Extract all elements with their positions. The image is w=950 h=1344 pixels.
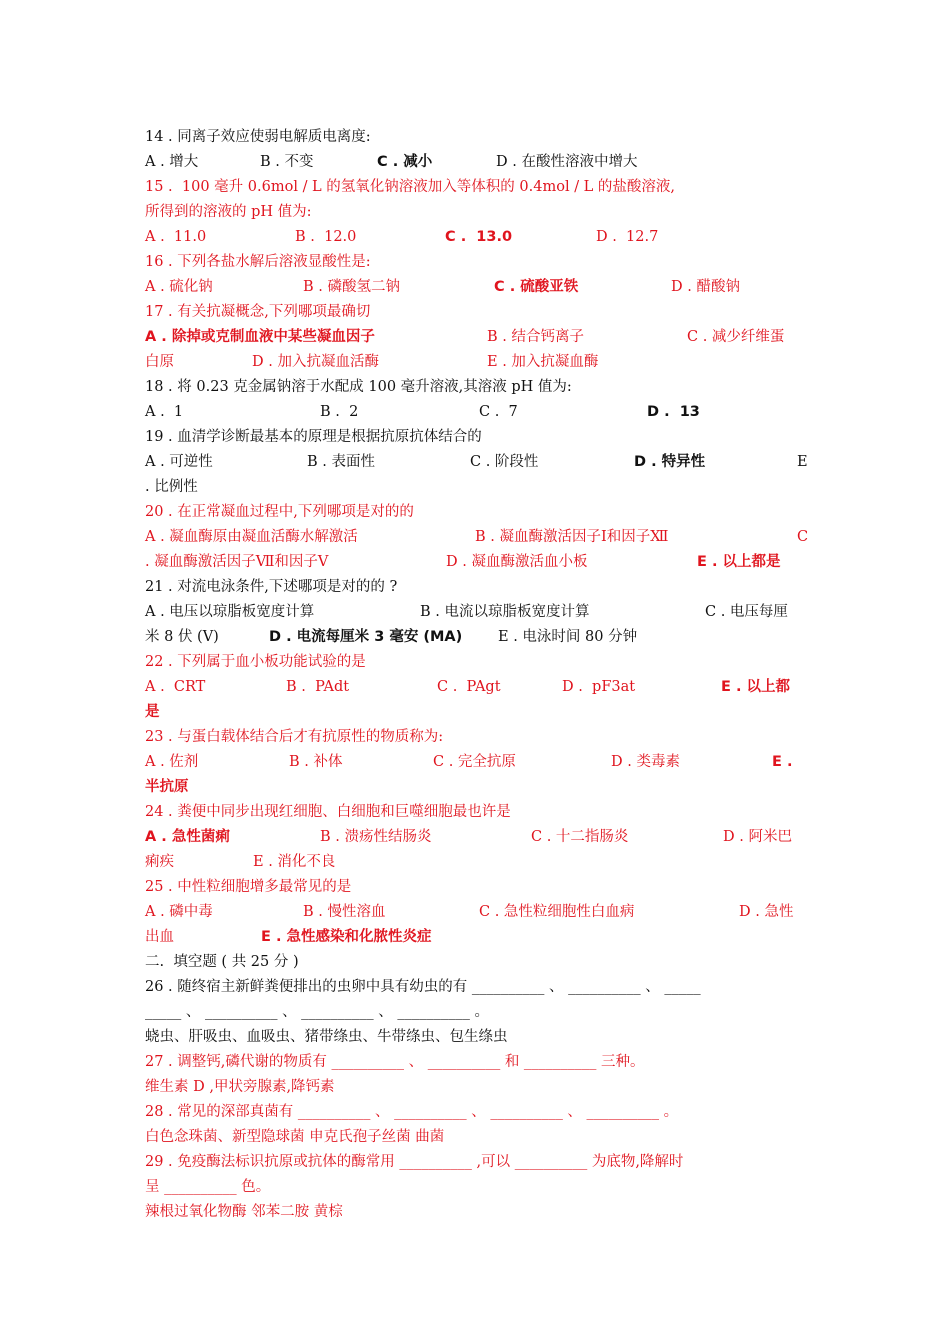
question-21-options-line2 [145,626,638,648]
option-e: E [797,454,808,470]
option-d: D . 12.7 [596,229,659,245]
option-c: C . 急性粒细胞性白血病 [479,904,635,920]
option-a: A . 凝血酶原由凝血活酶水解激活 [145,529,358,545]
question-text: 15 . 100 毫升 0.6mol / L 的氢氧化钠溶液加入等体积的 0.4mol / L 的盐酸溶液, [145,179,676,195]
answer-text: 维生素 D ,甲状旁腺素,降钙素 [145,1079,335,1095]
option-e-continued: . 比例性 [145,479,198,495]
option-e-answer: E . 以上都是 [697,554,781,570]
option-d-answer: D . 13 [647,404,700,420]
section-title: 二. 填空题 ( 共 25 分 ) [145,954,299,970]
option-e: E . 加入抗凝血酶 [487,354,599,370]
option-a-answer: A . 除掉或克制血液中某些凝血因子 [145,329,375,345]
option-e-answer-continued: 是 [145,704,160,720]
option-a: A . 11.0 [145,229,207,245]
question-25-options-line1 [145,901,794,923]
option-b: B . 不变 [260,154,314,170]
option-b: B . 凝血酶激活因子Ⅰ和因子Ⅻ [475,529,669,545]
option-b: B . 溃疡性结肠炎 [320,829,432,845]
question-text: 21 . 对流电泳条件,下述哪项是对的的 ? [145,579,398,595]
option-c-answer: C . 减小 [377,154,433,170]
option-c: C . 阶段性 [470,454,539,470]
option-c: C . 减少纤维蛋 [687,329,785,345]
option-b: B . 表面性 [307,454,375,470]
option-d: D . 凝血酶激活血小板 [446,554,588,570]
option-e-answer: E . 急性感染和化脓性炎症 [261,929,432,945]
option-c-continued: . 凝血酶激活因子Ⅶ和因子Ⅴ [145,554,329,570]
option-a: A . 1 [145,404,184,420]
question-text: 27 . 调整钙,磷代谢的物质有 __________ 、 __________ 和 __________ 三种。 [145,1054,645,1070]
question-18-options [145,401,700,423]
option-d: D . 急性 [739,904,794,920]
option-d: D . pF3at [562,679,636,695]
option-e-answer-continued: 半抗原 [145,779,189,795]
option-c: C . PAgt [437,679,501,695]
option-a: A . CRT [145,679,206,695]
option-c: C . 7 [479,404,518,420]
question-text: 24 . 粪便中同步出现红细胞、白细胞和巨噬细胞最也许是 [145,804,511,820]
option-d: D . 加入抗凝血活酶 [252,354,379,370]
option-d-continued: 出血 [145,929,174,945]
question-text: 17 . 有关抗凝概念,下列哪项最确切 [145,304,371,320]
question-17-options-line2 [145,351,599,373]
option-a: A . 硫化钠 [145,279,213,295]
option-a: A . 电压以琼脂板宽度计算 [145,604,315,620]
option-e-answer: E . 以上都 [721,679,791,695]
question-text: 28 . 常见的深部真菌有 __________ 、 __________ 、 __________ 、 __________ 。 [145,1104,679,1120]
option-c: C . 十二指肠炎 [531,829,629,845]
question-text: 20 . 在正常凝血过程中,下列哪项是对的的 [145,504,414,520]
option-d: D . 类毒素 [611,754,680,770]
option-c-continued: 米 8 伏 (V) [145,629,219,645]
question-15-options [145,226,659,248]
option-d: D . 在酸性溶液中增大 [496,154,638,170]
option-d-answer: D . 特异性 [634,454,706,470]
option-b: B . 2 [320,404,359,420]
question-text: 14 . 同离子效应使弱电解质电离度: [145,129,371,145]
option-a: A . 佐剂 [145,754,199,770]
option-a: A . 增大 [145,154,199,170]
question-text: 23 . 与蛋白载体结合后才有抗原性的物质称为: [145,729,444,745]
option-d-answer: D . 电流每厘米 3 毫安 (MA) [269,629,463,645]
option-c-continued: 白原 [145,354,174,370]
option-c-answer: C . 硫酸亚铁 [494,279,579,295]
option-e: E . 消化不良 [253,854,336,870]
question-text: 26 . 随终宿主新鲜粪便排出的虫卵中具有幼虫的有 __________ 、 __________ 、 _____ [145,979,701,995]
option-a-answer: A . 急性菌痢 [145,829,230,845]
option-d: D . 醋酸钠 [671,279,740,295]
option-b: B . 结合钙离子 [487,329,584,345]
question-21-options-line1 [145,601,788,623]
option-d: D . 阿米巴 [723,829,792,845]
option-b: B . 电流以琼脂板宽度计算 [420,604,590,620]
option-b: B . PAdt [286,679,350,695]
question-24-options-line2 [145,851,336,873]
question-23-options-line1 [145,751,793,773]
question-text: 18 . 将 0.23 克金属钠溶于水配成 100 毫升溶液,其溶液 pH 值为: [145,379,572,395]
question-25-options-line2 [145,926,432,948]
option-e-answer: E . [772,754,793,770]
question-20-options-line1 [145,526,809,548]
question-text: 呈 __________ 色。 [145,1179,271,1195]
option-d-continued: 痢疾 [145,854,174,870]
option-c: C . 完全抗原 [433,754,516,770]
question-24-options-line1 [145,826,792,848]
option-a: A . 磷中毒 [145,904,213,920]
question-text: 19 . 血清学诊断最基本的原理是根据抗原抗体结合的 [145,429,482,445]
question-20-options-line2 [145,551,781,573]
option-b: B . 12.0 [295,229,357,245]
option-c-answer: C . 13.0 [445,229,513,245]
option-e: E . 电泳时间 80 分钟 [498,629,638,645]
answer-text: 白色念珠菌、新型隐球菌 申克氏孢子丝菌 曲菌 [145,1129,445,1145]
question-text: 所得到的溶液的 pH 值为: [145,204,312,220]
question-text: 29 . 免疫酶法标识抗原或抗体的酶常用 __________ ,可以 __________ 为底物,降解时 [145,1154,684,1170]
option-b: B . 磷酸氢二钠 [303,279,400,295]
question-text: 25 . 中性粒细胞增多最常见的是 [145,879,352,895]
question-text: 16 . 下列各盐水解后溶液显酸性是: [145,254,371,270]
option-b: B . 慢性溶血 [303,904,386,920]
question-14-options [145,151,638,173]
question-19-options-line1 [145,451,808,473]
option-a: A . 可逆性 [145,454,213,470]
question-text: 22 . 下列属于血小板功能试验的是 [145,654,366,670]
question-22-options-line1 [145,676,791,698]
option-c: C [797,529,809,545]
question-17-options-line1 [145,326,785,348]
answer-text: 辣根过氧化物酶 邻苯二胺 黄棕 [145,1204,343,1220]
question-16-options [145,276,740,298]
option-c: C . 电压每厘 [705,604,788,620]
answer-text: 蛲虫、肝吸虫、血吸虫、猪带绦虫、牛带绦虫、包生绦虫 [145,1029,508,1045]
question-text: _____ 、 __________ 、 __________ 、 __________ 。 [145,1004,490,1020]
option-b: B . 补体 [289,754,343,770]
